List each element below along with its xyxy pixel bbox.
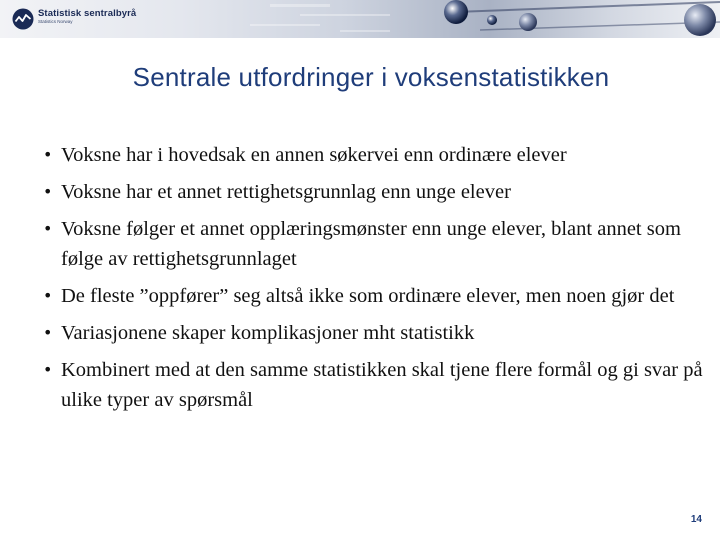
ssb-logo [12, 8, 136, 30]
logo-name: Statistisk sentralbyrå [38, 8, 137, 19]
bullet-text: Kombinert med at den samme statistikken skal tjene flere formål og gi svar på ulike typer av spørsmål [61, 359, 703, 411]
bullet-glyph: • [43, 286, 53, 305]
bullet-glyph: • [43, 219, 53, 238]
bullet-item [42, 318, 712, 348]
bullet-item [42, 177, 712, 207]
bullet-item [42, 214, 712, 274]
bullet-glyph: • [43, 360, 53, 379]
bullet-glyph: • [43, 145, 53, 164]
bullet-text: Variasjonene skaper komplikasjoner mht statistikk [61, 322, 475, 344]
logo-subtitle: Statistics Norway [38, 19, 73, 24]
bullet-item [42, 281, 712, 311]
bullet-text: De fleste ”oppfører” seg altså ikke som ordinære elever, men noen gjør det [61, 285, 675, 307]
bullet-item [42, 355, 712, 415]
page-number: 14 [690, 514, 702, 525]
bullet-glyph: • [43, 182, 53, 201]
ssb-logo-icon [12, 8, 34, 30]
bullet-list [42, 140, 712, 415]
bullet-text: Voksne har i hovedsak en annen søkervei enn ordinære elever [61, 144, 567, 166]
bullet-glyph: • [43, 323, 53, 342]
bullet-item [42, 140, 712, 170]
bullet-text: Voksne følger et annet opplæringsmønster enn unge elever, blant annet som følge av rettighetsgrunnlaget [61, 218, 681, 270]
slide-title: Sentrale utfordringer i voksenstatistikken [132, 62, 610, 92]
bullet-text: Voksne har et annet rettighetsgrunnlag enn unge elever [61, 181, 511, 203]
